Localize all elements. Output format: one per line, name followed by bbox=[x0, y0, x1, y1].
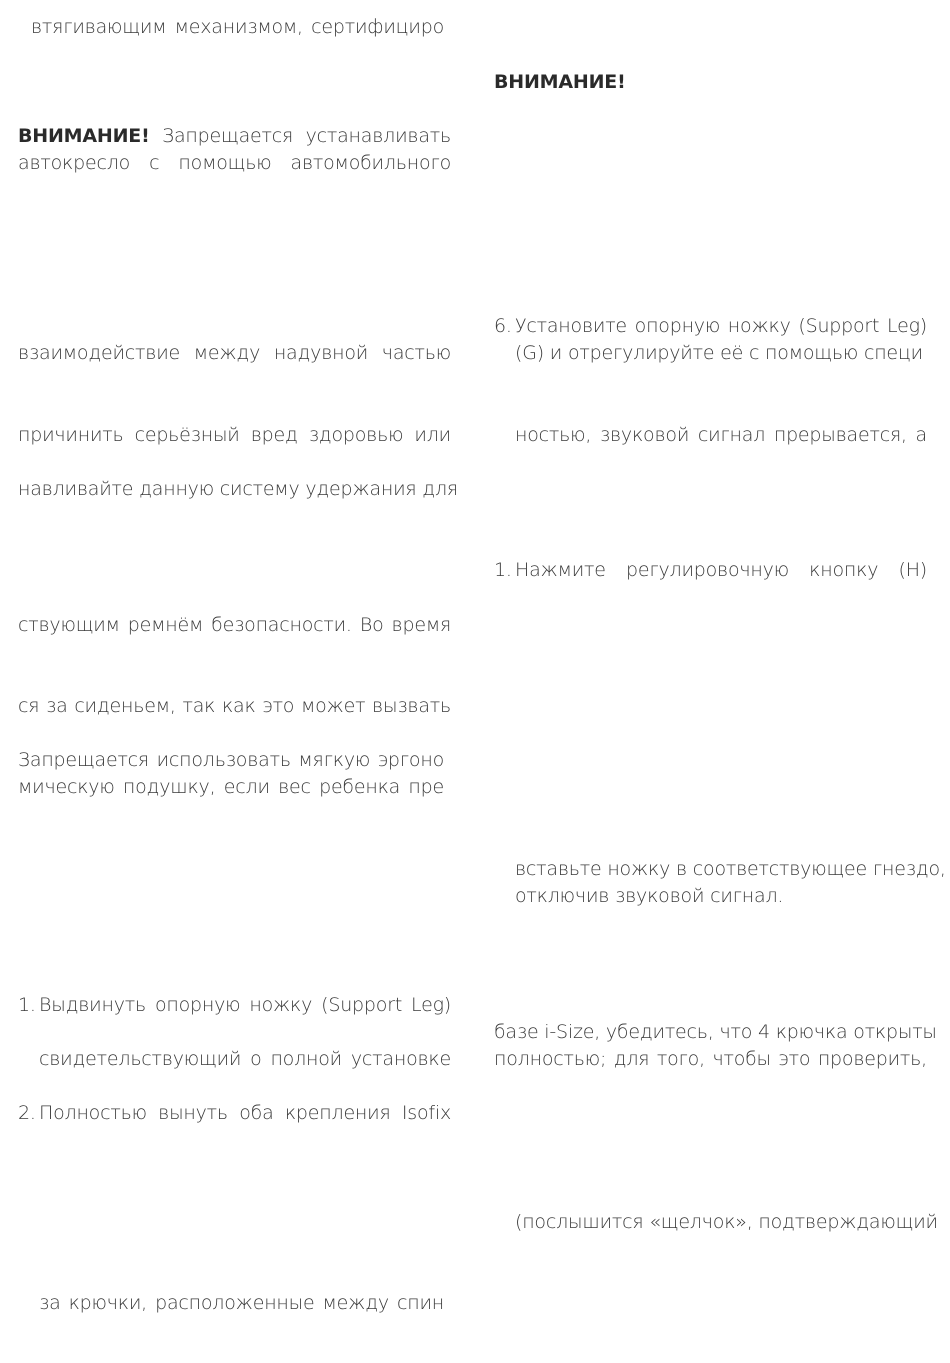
text-line: Запрещается использовать мягкую эргоно bbox=[18, 749, 444, 771]
text-line: ностью, звуковой сигнал прерывается, а bbox=[515, 424, 927, 446]
text-line: отключив звуковой сигнал. bbox=[515, 885, 784, 907]
text-line: свидетельствующий о полной установке bbox=[39, 1048, 451, 1070]
text-line: за крючки, расположенные между спин bbox=[39, 1292, 444, 1314]
section-heading: ВНИМАНИЕ! bbox=[494, 71, 626, 93]
list-text: Полностью вынуть оба крепления Isofix bbox=[39, 1102, 451, 1124]
list-number: 6. bbox=[494, 315, 512, 337]
text-line: Запрещается устанавливать bbox=[162, 125, 451, 147]
text-line: полностью; для того, чтобы это проверить, bbox=[494, 1048, 927, 1070]
warning-paragraph bbox=[18, 123, 451, 177]
text-line: вставьте ножку в соответствующее гнездо, bbox=[515, 858, 946, 880]
text-line: втягивающим механизмом, сертифициро bbox=[31, 16, 444, 38]
text-line: ся за сиденьем, так как это может вызвать bbox=[18, 695, 451, 717]
text-line: (послышится «щелчок», подтверждающий bbox=[515, 1211, 938, 1233]
list-number: 2. bbox=[18, 1102, 36, 1124]
list-number: 1. bbox=[494, 559, 512, 581]
text-line: базе i-Size, убедитесь, что 4 крючка открыты bbox=[494, 1021, 937, 1043]
list-number: 1. bbox=[18, 994, 36, 1016]
text-line: взаимодействие между надувной частью bbox=[18, 342, 451, 364]
list-text: Выдвинуть опорную ножку (Support Leg) bbox=[39, 994, 451, 1016]
text-line: навливайте данную систему удержания для bbox=[18, 478, 458, 500]
text-line: (G) и отрегулируйте её с помощью специ bbox=[515, 342, 923, 364]
warning-line-1 bbox=[18, 123, 451, 150]
text-line: автокресло с помощью автомобильного bbox=[18, 152, 451, 174]
list-text: Установите опорную ножку (Support Leg) bbox=[515, 315, 927, 337]
warning-label: ВНИМАНИЕ! bbox=[18, 125, 150, 147]
text-line: причинить серьёзный вред здоровью или bbox=[18, 424, 451, 446]
list-text: Нажмите регулировочную кнопку (H) bbox=[515, 559, 927, 581]
text-line: мическую подушку, если вес ребенка пре bbox=[18, 776, 444, 798]
text-line: ствующим ремнём безопасности. Во время bbox=[18, 614, 451, 636]
